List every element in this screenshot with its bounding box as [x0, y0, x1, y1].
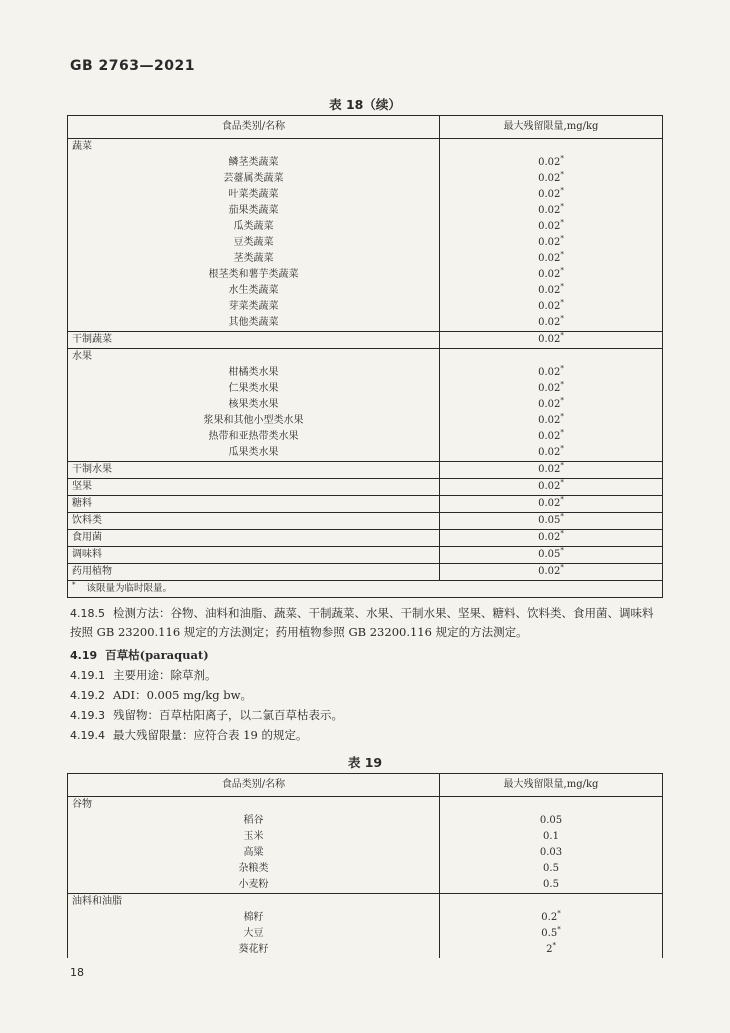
t18-temporary-mark: * — [560, 495, 564, 504]
t18-limit-value: 0.02 — [538, 334, 561, 345]
t18-limit-value: 0.02 — [538, 189, 561, 200]
t18-limit-cell — [440, 219, 663, 235]
t18-food-name: 瓜果类水果 — [68, 445, 440, 462]
t18-row — [68, 332, 663, 349]
t18-temporary-mark: * — [560, 461, 564, 470]
t18-row — [68, 219, 663, 235]
t19-row — [68, 813, 663, 829]
t18-limit-cell — [440, 171, 663, 187]
t18-temporary-mark: * — [560, 218, 564, 227]
clause-number: 4.19.3 — [70, 709, 105, 722]
t18-limit-cell — [440, 299, 663, 315]
t18-temporary-mark: * — [560, 234, 564, 243]
t18-temporary-mark: * — [560, 412, 564, 421]
t18-food-name: 仁果类水果 — [68, 381, 440, 397]
t18-row — [68, 429, 663, 445]
t19-row — [68, 797, 663, 814]
t18-limit-value: 0.02 — [538, 301, 561, 312]
t18-row — [68, 462, 663, 479]
t18-row — [68, 564, 663, 581]
t19-row — [68, 894, 663, 911]
t19-temporary-mark: * — [557, 925, 561, 934]
t19-limit-value: 0.5 — [541, 928, 558, 939]
t18-food-name: 坚果 — [68, 479, 440, 496]
t19-food-name: 油料和油脂 — [68, 894, 440, 911]
clause-number: 4.19 — [70, 649, 98, 662]
t19-food-name: 杂粮类 — [68, 861, 440, 877]
t18-row — [68, 513, 663, 530]
t18-temporary-mark: * — [560, 444, 564, 453]
t18-food-name: 瓜类蔬菜 — [68, 219, 440, 235]
t19-limit-cell — [440, 894, 663, 911]
t18-temporary-mark: * — [560, 380, 564, 389]
t19-limit-value: 0.1 — [543, 831, 559, 842]
t19-food-name: 高粱 — [68, 845, 440, 861]
t18-row — [68, 547, 663, 564]
t18-row — [68, 203, 663, 219]
table-18-header-food: 食品类别/名称 — [68, 116, 440, 139]
t19-limit-cell — [440, 910, 663, 926]
t19-limit-cell — [440, 877, 663, 894]
t18-limit-cell — [440, 332, 663, 349]
t18-row — [68, 171, 663, 187]
t18-limit-cell — [440, 445, 663, 462]
t18-food-name: 热带和亚热带类水果 — [68, 429, 440, 445]
t18-food-name: 干制水果 — [68, 462, 440, 479]
t18-food-name: 饮料类 — [68, 513, 440, 530]
t18-row — [68, 445, 663, 462]
t18-temporary-mark: * — [560, 364, 564, 373]
t18-row — [68, 251, 663, 267]
t19-limit-cell — [440, 829, 663, 845]
t18-limit-value: 0.02 — [538, 205, 561, 216]
t18-limit-value: 0.02 — [538, 431, 561, 442]
t18-limit-value: 0.02 — [538, 367, 561, 378]
t18-limit-cell — [440, 479, 663, 496]
t19-food-name: 玉米 — [68, 829, 440, 845]
t18-row — [68, 349, 663, 366]
t18-food-name: 核果类水果 — [68, 397, 440, 413]
t18-temporary-mark: * — [560, 478, 564, 487]
clause-text: 最大残留限量：应符合表 19 的规定。 — [113, 728, 308, 742]
t18-temporary-mark: * — [560, 563, 564, 572]
clause-number: 4.19.1 — [70, 669, 105, 682]
t19-row — [68, 829, 663, 845]
table-19 — [67, 773, 663, 958]
table-18-header-limit: 最大残留限量,mg/kg — [440, 116, 663, 139]
t18-temporary-mark: * — [560, 202, 564, 211]
t18-limit-value: 0.02 — [538, 317, 561, 328]
t18-food-name: 芽菜类蔬菜 — [68, 299, 440, 315]
t18-limit-value: 0.02 — [538, 415, 561, 426]
t18-temporary-mark: * — [560, 428, 564, 437]
t18-row — [68, 397, 663, 413]
t18-temporary-mark: * — [560, 331, 564, 340]
t18-row — [68, 496, 663, 513]
table-19-header-limit: 最大残留限量,mg/kg — [440, 774, 663, 797]
table-19-header-food: 食品类别/名称 — [68, 774, 440, 797]
t18-limit-value: 0.05 — [538, 549, 561, 560]
t18-limit-cell — [440, 513, 663, 530]
page-number: 18 — [70, 966, 84, 979]
t18-limit-cell — [440, 155, 663, 171]
t18-food-name: 浆果和其他小型类水果 — [68, 413, 440, 429]
t18-food-name: 豆类蔬菜 — [68, 235, 440, 251]
t18-limit-value: 0.02 — [538, 447, 561, 458]
t18-limit-cell — [440, 429, 663, 445]
clause-text: 主要用途：除草剂。 — [113, 668, 217, 682]
t18-temporary-mark: * — [560, 298, 564, 307]
t18-food-name: 根茎类和薯芋类蔬菜 — [68, 267, 440, 283]
t19-row — [68, 861, 663, 877]
t18-temporary-mark: * — [560, 529, 564, 538]
t18-limit-cell — [440, 187, 663, 203]
t19-row — [68, 845, 663, 861]
t18-temporary-mark: * — [560, 170, 564, 179]
clause-2 — [70, 666, 660, 685]
footnote-mark: * — [72, 580, 76, 589]
table-18 — [67, 115, 663, 598]
t18-row — [68, 381, 663, 397]
t19-temporary-mark: * — [552, 941, 556, 950]
t19-limit-cell — [440, 926, 663, 942]
t18-temporary-mark: * — [560, 266, 564, 275]
t18-limit-value: 0.05 — [538, 515, 561, 526]
t19-limit-cell — [440, 942, 663, 958]
table-19-caption: 表 19 — [347, 755, 383, 770]
t18-limit-value: 0.02 — [538, 221, 561, 232]
t19-limit-cell — [440, 861, 663, 877]
t18-row — [68, 315, 663, 332]
t18-food-name: 药用植物 — [68, 564, 440, 581]
t18-food-name: 茎类蔬菜 — [68, 251, 440, 267]
t18-limit-value: 0.02 — [538, 532, 561, 543]
t19-food-name: 稻谷 — [68, 813, 440, 829]
t19-food-name: 葵花籽 — [68, 942, 440, 958]
t19-limit-value: 0.2 — [541, 912, 558, 923]
t18-limit-value: 0.02 — [538, 464, 561, 475]
clause-number: 4.18.5 — [70, 607, 105, 620]
t18-temporary-mark: * — [560, 154, 564, 163]
t19-temporary-mark: * — [557, 909, 561, 918]
t19-limit-value: 0.03 — [539, 847, 563, 858]
t18-food-name: 芸薹属类蔬菜 — [68, 171, 440, 187]
t18-limit-value: 0.02 — [538, 269, 561, 280]
clause-text: 百草枯(paraquat) — [105, 648, 209, 662]
t19-food-name: 棉籽 — [68, 910, 440, 926]
t18-temporary-mark: * — [560, 314, 564, 323]
t18-food-name: 其他类蔬菜 — [68, 315, 440, 332]
t18-limit-cell — [440, 251, 663, 267]
t18-limit-cell — [440, 203, 663, 219]
t19-limit-cell — [440, 845, 663, 861]
footnote-text: 该限量为临时限量。 — [86, 583, 173, 594]
clause-number: 4.19.2 — [70, 689, 105, 702]
clause-3 — [70, 686, 660, 705]
clause-1 — [70, 646, 660, 665]
standard-code: GB 2763—2021 — [70, 58, 195, 74]
t18-limit-cell — [440, 413, 663, 429]
t18-limit-cell — [440, 381, 663, 397]
t18-limit-cell — [440, 496, 663, 513]
t18-limit-cell — [440, 397, 663, 413]
t18-food-name: 叶菜类蔬菜 — [68, 187, 440, 203]
t19-limit-value: 0.5 — [543, 863, 559, 874]
t18-food-name: 蔬菜 — [68, 139, 440, 156]
t18-food-name: 水生类蔬菜 — [68, 283, 440, 299]
t19-limit-cell — [440, 797, 663, 814]
t19-food-name: 小麦粉 — [68, 877, 440, 894]
t18-row — [68, 530, 663, 547]
t19-row — [68, 942, 663, 958]
t18-temporary-mark: * — [560, 546, 564, 555]
t19-food-name: 谷物 — [68, 797, 440, 814]
table-18-caption: 表 18（续） — [329, 97, 401, 112]
t18-row — [68, 187, 663, 203]
t18-food-name: 食用菌 — [68, 530, 440, 547]
clause-text: 检测方法：谷物、油料和油脂、蔬菜、干制蔬菜、水果、干制水果、坚果、糖料、饮料类、食用菌、调味料按照 GB 23200.116 规定的方法测定；药用植物参照 GB 23200.116 规定的方法测定。 — [70, 606, 654, 639]
t18-limit-cell — [440, 530, 663, 547]
t18-limit-value: 0.02 — [538, 399, 561, 410]
t18-row — [68, 479, 663, 496]
t18-temporary-mark: * — [560, 512, 564, 521]
t18-limit-value: 0.02 — [538, 237, 561, 248]
t18-limit-cell — [440, 283, 663, 299]
t18-limit-value: 0.02 — [538, 173, 561, 184]
t19-limit-value: 0.05 — [539, 815, 563, 826]
t18-food-name: 柑橘类水果 — [68, 365, 440, 381]
t19-row — [68, 926, 663, 942]
t19-row — [68, 910, 663, 926]
table-18-footnote — [68, 581, 663, 598]
t18-food-name: 糖料 — [68, 496, 440, 513]
clause-4 — [70, 706, 660, 725]
t18-food-name: 茄果类蔬菜 — [68, 203, 440, 219]
t19-limit-value: 0.5 — [543, 879, 559, 890]
t18-limit-value: 0.02 — [538, 253, 561, 264]
clause-text: ADI：0.005 mg/kg bw。 — [113, 688, 252, 702]
t18-food-name: 水果 — [68, 349, 440, 366]
t18-limit-cell — [440, 315, 663, 332]
t19-limit-cell — [440, 813, 663, 829]
t18-row — [68, 413, 663, 429]
t18-temporary-mark: * — [560, 250, 564, 259]
t19-limit-value: 2 — [546, 944, 553, 955]
t18-limit-value: 0.02 — [538, 481, 561, 492]
t18-food-name: 干制蔬菜 — [68, 332, 440, 349]
t18-food-name: 鳞茎类蔬菜 — [68, 155, 440, 171]
clause-0 — [70, 604, 660, 642]
t18-row — [68, 235, 663, 251]
t19-food-name: 大豆 — [68, 926, 440, 942]
t18-row — [68, 299, 663, 315]
t18-temporary-mark: * — [560, 282, 564, 291]
clause-text: 残留物：百草枯阳离子，以二氯百草枯表示。 — [113, 708, 343, 722]
t18-row — [68, 155, 663, 171]
t18-row — [68, 283, 663, 299]
t18-row — [68, 139, 663, 156]
t18-limit-value: 0.02 — [538, 498, 561, 509]
t18-food-name: 调味料 — [68, 547, 440, 564]
t18-limit-cell — [440, 267, 663, 283]
t18-limit-value: 0.02 — [538, 157, 561, 168]
t18-limit-cell — [440, 349, 663, 366]
clause-5 — [70, 726, 660, 745]
t18-limit-cell — [440, 365, 663, 381]
t18-temporary-mark: * — [560, 186, 564, 195]
t18-row — [68, 267, 663, 283]
clause-number: 4.19.4 — [70, 729, 105, 742]
t18-temporary-mark: * — [560, 396, 564, 405]
t18-limit-value: 0.02 — [538, 285, 561, 296]
t18-limit-value: 0.02 — [538, 383, 561, 394]
t18-limit-cell — [440, 235, 663, 251]
t18-limit-value: 0.02 — [538, 566, 561, 577]
t18-limit-cell — [440, 564, 663, 581]
t18-limit-cell — [440, 462, 663, 479]
t18-row — [68, 365, 663, 381]
t18-limit-cell — [440, 547, 663, 564]
t18-limit-cell — [440, 139, 663, 156]
t19-row — [68, 877, 663, 894]
